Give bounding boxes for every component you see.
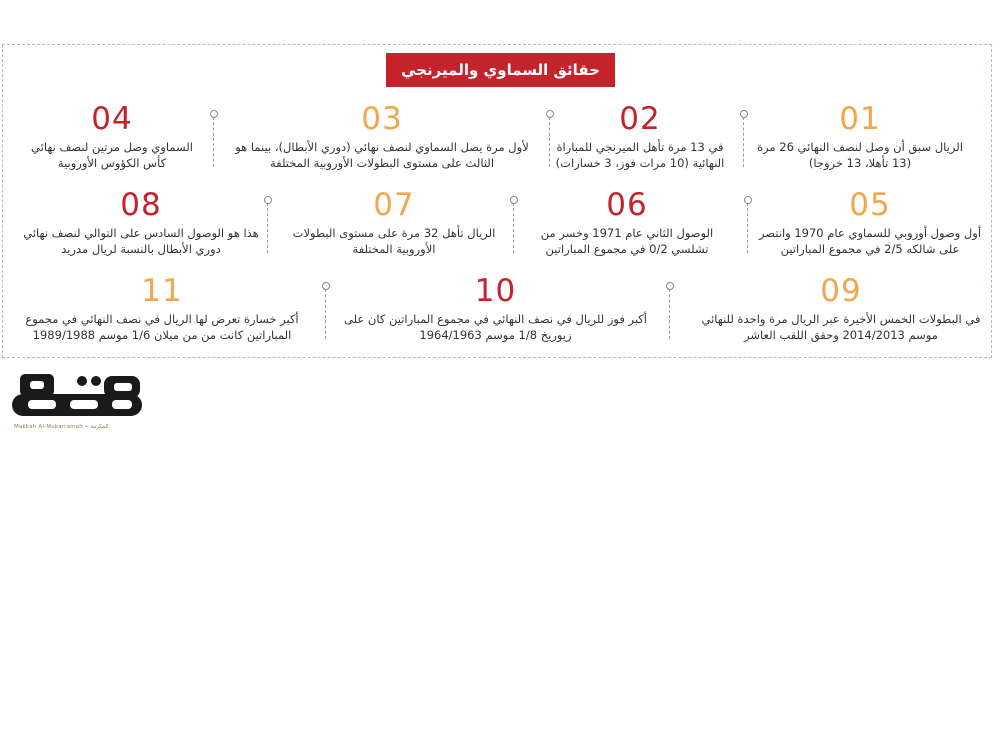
fact-number: 01: [839, 101, 881, 137]
fact-07: [283, 187, 505, 257]
fact-08: [21, 187, 261, 257]
fact-text: أكبر فوز للريال في نصف النهائي في مجموع المباراتين كان على زيوريخ 1/8 موسم 1964/1963: [344, 312, 647, 342]
fact-04: [21, 101, 203, 171]
fact-number: 04: [91, 101, 133, 137]
infographic-title: حقائق السماوي والميرنجي: [386, 53, 615, 87]
fact-01: [755, 101, 965, 171]
fact-number: 06: [606, 187, 648, 223]
fact-number: 05: [849, 187, 891, 223]
fact-09: [695, 273, 987, 343]
fact-number: 02: [619, 101, 661, 137]
fact-text: في البطولات الخمس الأخيرة عبر الريال مرة واحدة للنهائي موسم 2014/2013 وحقق اللقب العاشر: [701, 312, 981, 342]
divider-pin: [549, 117, 552, 167]
fact-text: الوصول الثاني عام 1971 وخسر من تشلسي 0/2 في مجموع المباراتين: [540, 226, 714, 256]
divider-pin: [669, 289, 672, 339]
fact-number: 09: [820, 273, 862, 309]
fact-11: [17, 273, 307, 343]
fact-02: [551, 101, 729, 171]
fact-text: لأول مرة يصل السماوي لنصف نهائي (دوري الأبطال)، بينما هو الثالث على مستوى البطولات الأوروبية المختلفة: [235, 140, 529, 170]
fact-number: 07: [373, 187, 415, 223]
divider-pin: [513, 203, 516, 253]
fact-10: [343, 273, 648, 343]
fact-text: في 13 مرة تأهل الميرنجي للمباراة النهائية (10 مرات فوز، 3 خسارات): [555, 140, 725, 170]
divider-pin: [325, 289, 328, 339]
fact-text: هذا هو الوصول السادس على التوالي لنصف نهائي دوري الأبطال بالنسبة لريال مدريد: [23, 226, 259, 256]
fact-number: 08: [120, 187, 162, 223]
fact-text: السماوي وصل مرتين لنصف نهائي كأس الكؤوس الأوروبية: [31, 140, 193, 170]
fact-text: أكبر خسارة تعرض لها الريال في نصف النهائي في مجموع المباراتين كانت من من ميلان 1/6 موسم 1989/1988: [25, 312, 299, 342]
fact-text: أول وصول أوروبي للسماوي عام 1970 وانتصر على شالكه 2/5 في مجموع المباراتين: [758, 226, 982, 256]
divider-pin: [213, 117, 216, 167]
divider-pin: [267, 203, 270, 253]
fact-number: 11: [141, 273, 183, 309]
fact-03: [233, 101, 531, 171]
divider-pin: [747, 203, 750, 253]
fact-number: 10: [474, 273, 517, 309]
divider-pin: [743, 117, 746, 167]
fact-number: 03: [361, 101, 403, 137]
fact-06: [533, 187, 721, 257]
logo-caption: Makkah Al-Mukarramah • المكرمة: [14, 424, 109, 430]
fact-text: الريال سبق أن وصل لنصف النهائي 26 مرة (13 تأهلا، 13 خروجا): [757, 140, 963, 170]
facts-infographic-card: [2, 44, 992, 358]
fact-text: الريال تأهل 32 مرة على مستوى البطولات الأوروبية المختلفة: [292, 226, 496, 256]
fact-05: [755, 187, 985, 257]
